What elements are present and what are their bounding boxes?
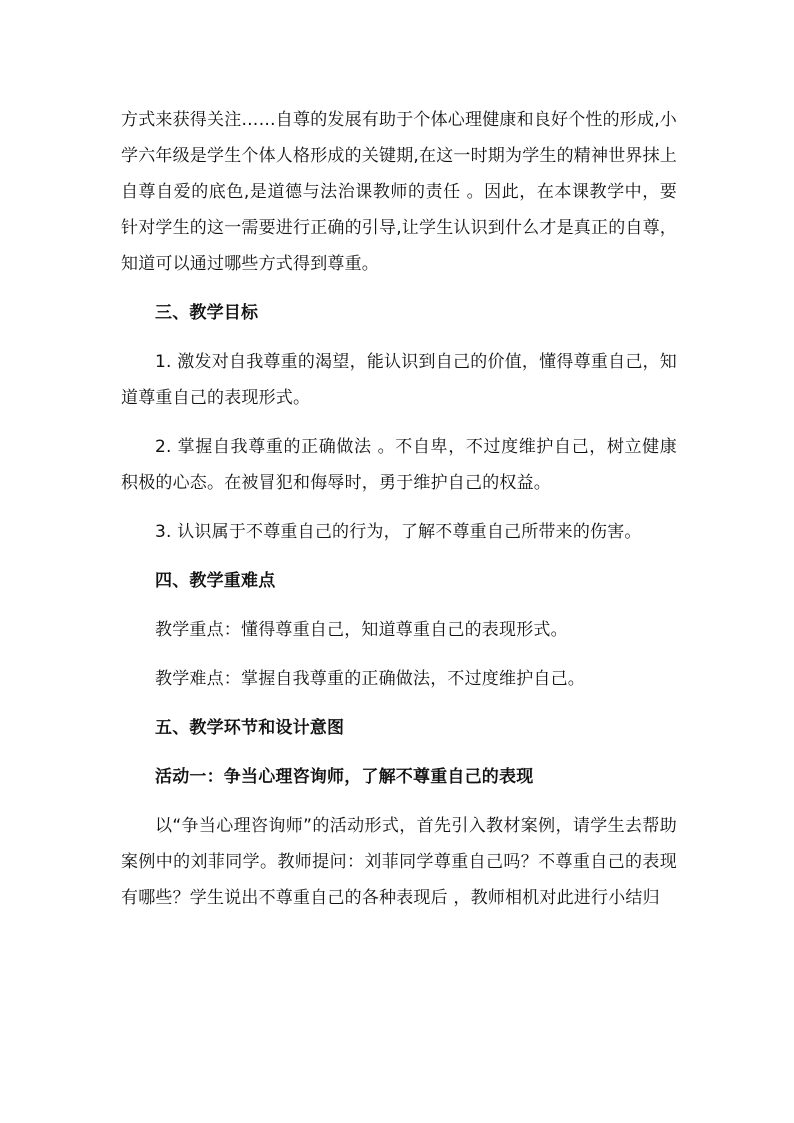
document-body [121,102,677,916]
section-heading-teaching-steps: 五、教学环节和设计意图 [155,718,345,738]
paragraph-goal-2: 2. 掌握自我尊重的正确做法 。不自卑，不过度维护自己，树立健康积极的心态。在被冒犯和侮辱时，勇于维护自己的权益。 [121,437,677,493]
paragraph-goal-3: 3. 认识属于不尊重自己的行为，了解不尊重自己所带来的伤害。 [155,522,642,542]
paragraph-key-point: 教学重点：懂得尊重自己，知道尊重自己的表现形式。 [155,620,568,640]
paragraph-intro-continued: 方式来获得关注……自尊的发展有助于个体心理健康和良好个性的形成,小学六年级是学生个体人格形成的关键期,在这一时期为学生的精神世界抹上自尊自爱的底色,是道德与法治课教师的责任 。因此，在本课教学中，要针对学生的这一需要进行正确的引导,让学生认识到什么才是真正的自尊，知道可以通过哪些方式得到尊重。 [121,110,678,274]
paragraph-goal-1: 1. 激发对自我尊重的渴望，能认识到自己的价值，懂得尊重自己，知道尊重自己的表现形式。 [121,352,677,408]
section-heading-key-difficult-points: 四、教学重难点 [155,571,276,591]
paragraph-activity-1-body: 以“争当心理咨询师”的活动形式，首先引入教材案例，请学生去帮助案例中的刘菲同学。教师提问：刘菲同学尊重自己吗？不尊重自己的表现有哪些？学生说出不尊重自己的各种表现后 ，教师相机对此进行小结归 [121,816,677,908]
section-heading-activity-1: 活动一：争当心理咨询师，了解不尊重自己的表现 [155,767,534,787]
paragraph-difficult-point: 教学难点：掌握自我尊重的正确做法，不过度维护自己。 [155,669,585,689]
section-heading-teaching-goals: 三、教学目标 [155,303,259,323]
